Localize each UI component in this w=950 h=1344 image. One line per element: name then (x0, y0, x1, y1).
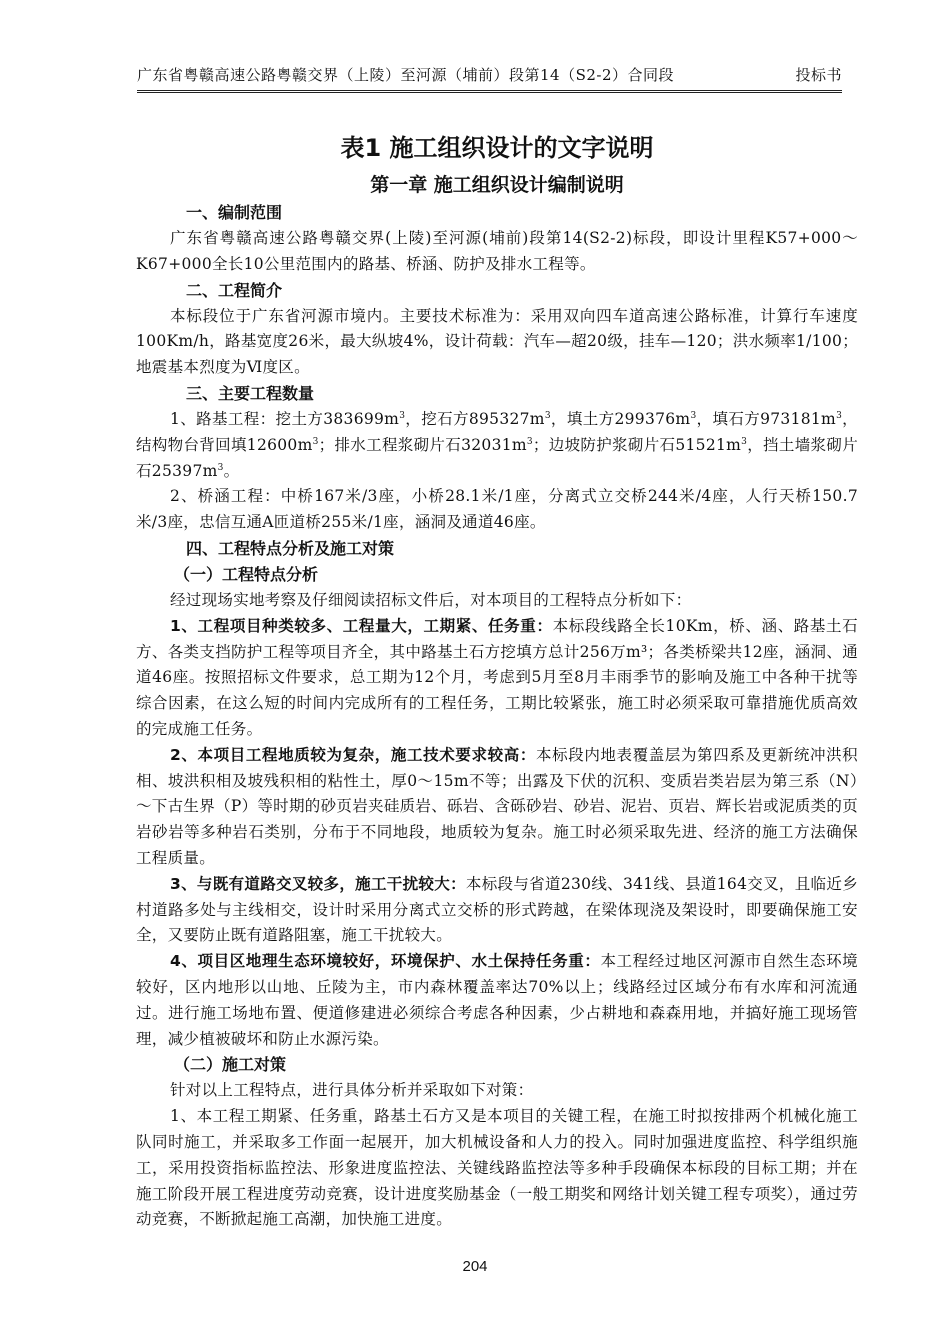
subsection-heading-measures: （二）施工对策 (174, 1055, 287, 1075)
page-content (136, 130, 858, 1233)
analysis-intro: 经过现场实地考察及仔细阅读招标文件后，对本项目的工程特点分析如下： (170, 590, 692, 609)
section-heading-quantities: 三、主要工程数量 (186, 383, 315, 403)
measures-intro: 针对以上工程特点，进行具体分析并采取如下对策： (170, 1081, 534, 1100)
chapter-title: 第一章 施工组织设计编制说明 (370, 174, 624, 196)
page-number: 204 (462, 1258, 488, 1275)
feature-1: 1、工程项目种类较多、工程量大，工期紧、任务重：本标段线路全长10Km，桥、涵、路基土石方、各类支挡防护工程等项目齐全，其中路基土石方挖填方总计256万m³；各类桥梁共12座，涵洞、通道46座。按照招标文件要求，总工期为12个月，考虑到5月至8月丰雨季节的影响及施工中各种干扰等综合因素，在这么短的时间内完成所有的工程任务，工期比较紧张，施工时必须采取可靠措施优质高效的完成施工任务。 (136, 616, 858, 738)
feature-2: 2、本项目工程地质较为复杂，施工技术要求较高：本标段内地表覆盖层为第四系及更新统冲洪积相、坡洪积相及坡残积相的粘性土，厚0～15m不等；出露及下伏的沉积、变质岩类岩层为第三系（N）～下古生界（P）等时期的砂页岩夹硅质岩、砾岩、含砾砂岩、砂岩、泥岩、页岩、辉长岩或泥质类的页岩砂岩等多种岩石类别，分布于不同地段，地质较为复杂。施工时必须采取先进、经济的施工方法确保工程质量。 (136, 745, 858, 867)
scope-paragraph: 广东省粤赣高速公路粤赣交界(上陵)至河源(埔前)段第14(S2-2)标段，即设计里程K57+000～K67+000全长10公里范围内的路基、桥涵、防护及排水工程等。 (136, 229, 858, 273)
measure-1: 1、本工程工期紧、任务重，路基土石方又是本项目的关键工程，在施工时拟按排两个机械化施工队同时施工，并采取多工作面一起展开，加大机械设备和人力的投入。同时加强进度监控、科学组织施工，采用投资指标监控法、形象进度监控法、关键线路监控法等多种手段确保本标段的目标工期；并在施工阶段开展工程进度劳动竞赛，设计进度奖励基金（一般工期奖和网络计划关键工程专项奖），通过劳动竞赛，不断掀起施工高潮，加快施工进度。 (136, 1107, 858, 1229)
section-heading-overview: 二、工程简介 (186, 280, 283, 300)
table-title: 表1 施工组织设计的文字说明 (340, 134, 654, 162)
feature-4: 4、项目区地理生态环境较好，环境保护、水土保持任务重：本工程经过地区河源市自然生态环境较好，区内地形以山地、丘陵为主，市内森林覆盖率达70%以上；线路经过区域分布有水库和河流通过。进行施工场地布置、便道修建进必须综合考虑各种因素，少占耕地和森森用地，并搞好施工现场管理，减少植被破坏和防止水源污染。 (136, 952, 858, 1048)
subsection-heading-analysis: （一）工程特点分析 (174, 564, 319, 584)
feature-3: 3、与既有道路交叉较多，施工干扰较大：本标段与省道230线、341线、县道164交叉，且临近乡村道路多处与主线相交，设计时采用分离式立交桥的形式跨越，在梁体现浇及架设时，即要确保施工安全，又要防止既有道路阻塞，施工干扰较大。 (136, 874, 858, 945)
header-doc-type: 投标书 (795, 66, 842, 84)
quantities-bridges: 2、桥涵工程：中桥167米/3座，小桥28.1米/1座，分离式立交桥244米/4座，人行天桥150.7米/3座，忠信互通A匝道桥255米/1座，涵洞及通道46座。 (136, 487, 858, 532)
quantities-roadbed: 1、路基工程：挖土方$383699m^3$，挖石方$895327m^3$，填土方$299376m^3$，填石方$973181m^3$，结构物台背回填$12600m^3$；排水工程浆砌片石$32031m^3$；边坡防护浆砌片石$51521m^3$，挡土墙浆砌片石$25397m^3$。 (136, 409, 858, 480)
section-heading-scope: 一、编制范围 (186, 203, 283, 222)
header-project-title: 广东省粤赣高速公路粤赣交界（上陵）至河源（埔前）段第14（S2-2）合同段 (137, 66, 675, 84)
overview-paragraph: 本标段位于广东省河源市境内。主要技术标准为：采用双向四车道高速公路标准，计算行车速度100Km/h，路基宽度26米，最大纵坡4%，设计荷载：汽车—超20级，挂车—120；洪水频率1/100；地震基本烈度为Ⅵ度区。 (136, 306, 858, 377)
page-header (137, 60, 842, 93)
section-heading-features: 四、工程特点分析及施工对策 (186, 538, 395, 558)
